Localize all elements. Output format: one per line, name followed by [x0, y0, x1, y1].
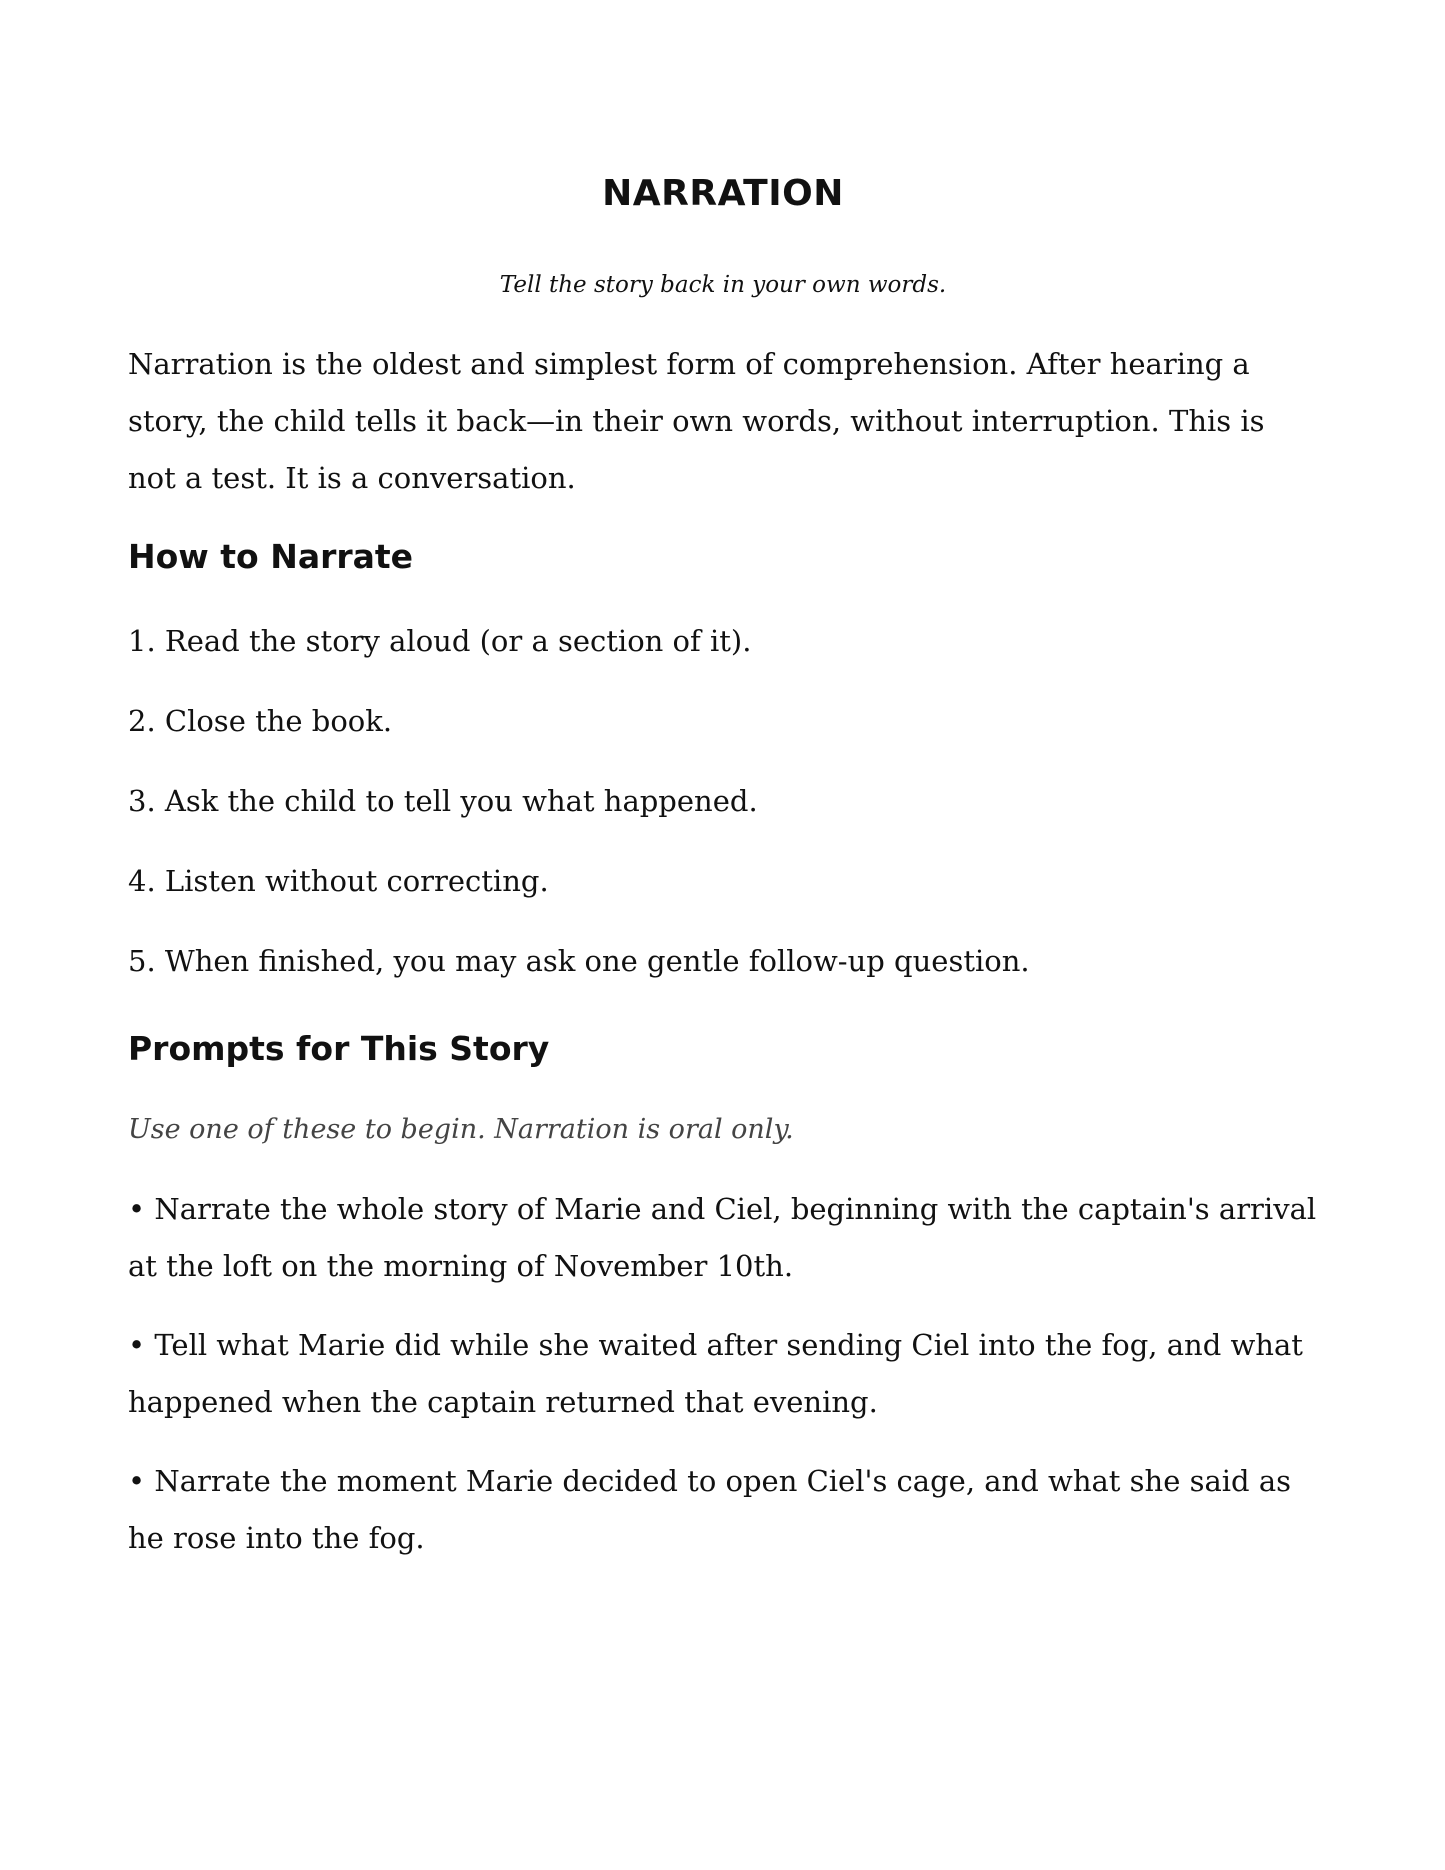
- step-item: 3. Ask the child to tell you what happened.: [128, 784, 758, 818]
- intro-paragraph: Narration is the oldest and simplest form of comprehension. After hearing a story, the child tells it back—in their own words, without interruption. This is not a test. It is a conversation.: [128, 347, 1265, 495]
- page-subtitle: Tell the story back in your own words.: [499, 272, 947, 298]
- prompts-note: Use one of these to begin. Narration is oral only.: [128, 1114, 794, 1145]
- step-item: 4. Listen without correcting.: [128, 864, 549, 898]
- prompts-heading: Prompts for This Story: [128, 1029, 550, 1068]
- step-item: 2. Close the book.: [128, 704, 393, 738]
- step-item: 5. When finished, you may ask one gentle follow-up question.: [128, 944, 1030, 978]
- how-to-narrate-heading: How to Narrate: [128, 537, 414, 576]
- document-page: [128, 0, 1318, 1870]
- prompt-item: • Narrate the whole story of Marie and Ciel, beginning with the captain's arrival at the loft on the morning of November 10th.: [128, 1192, 1317, 1283]
- prompt-item: • Narrate the moment Marie decided to open Ciel's cage, and what she said as he rose into the fog.: [128, 1464, 1292, 1555]
- prompt-item: • Tell what Marie did while she waited after sending Ciel into the fog, and what happened when the captain returned that evening.: [128, 1328, 1303, 1419]
- step-item: 1. Read the story aloud (or a section of it).: [128, 624, 752, 658]
- page-title: NARRATION: [602, 173, 844, 214]
